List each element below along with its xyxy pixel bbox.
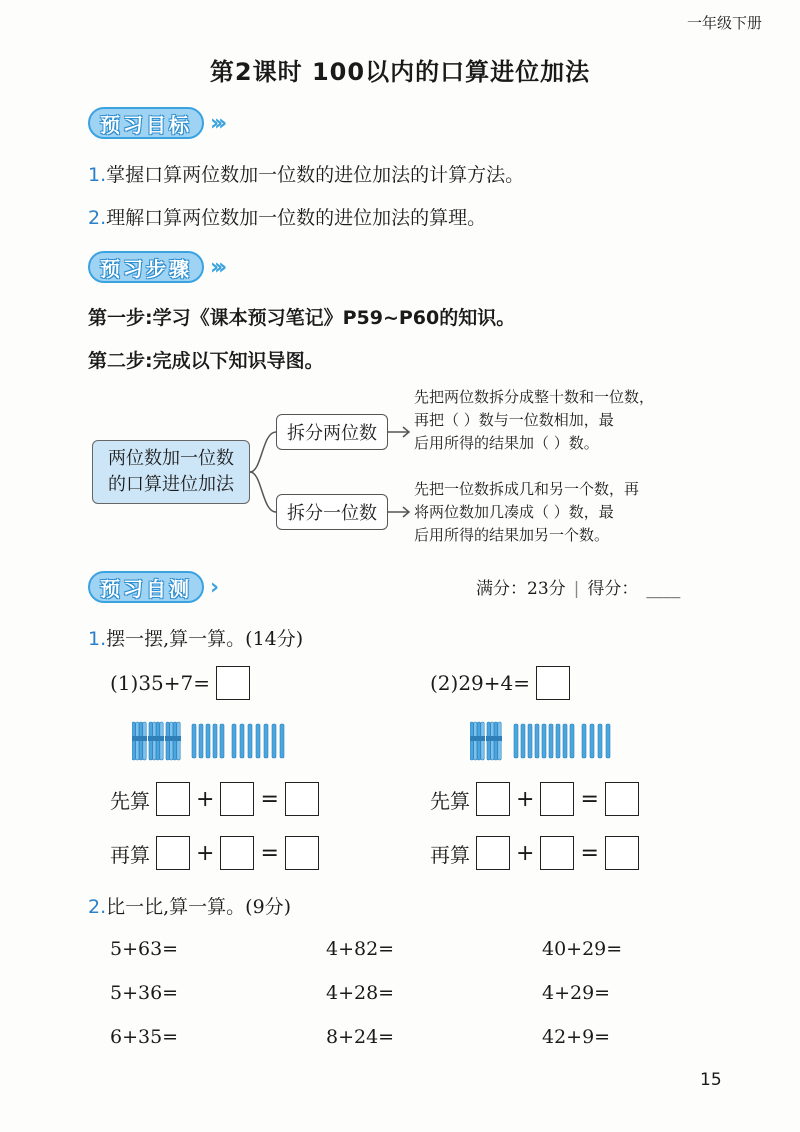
- answer-box[interactable]: [536, 666, 570, 700]
- calc-item: 6+35=: [110, 1026, 179, 1048]
- page-title: 第2课时 100以内的口算进位加法: [209, 58, 591, 86]
- q1-first-step-2: 先算 + =: [430, 782, 639, 816]
- answer-box[interactable]: [605, 836, 639, 870]
- single-stick: [272, 724, 276, 758]
- calc-item: 40+29=: [542, 938, 623, 960]
- single-stick: [192, 724, 196, 758]
- mindmap-branch-2: 拆分一位数: [276, 494, 388, 530]
- goal-item-1: 1.掌握口算两位数加一位数的进位加法的计算方法。: [88, 164, 525, 186]
- answer-box[interactable]: [285, 782, 319, 816]
- q1-then-step-1: 再算 + =: [110, 836, 319, 870]
- single-stick: [256, 724, 260, 758]
- question-2: 2.比一比,算一算。(9分): [88, 896, 292, 918]
- section-steps: [88, 251, 222, 283]
- single-stick: [514, 724, 518, 758]
- answer-box[interactable]: [156, 782, 190, 816]
- mindmap-desc-2: 先把一位数拆成几和另一个数，再 将两位数加几凑成（ ）数，最 后用所得的结果加另一个数。: [414, 480, 640, 544]
- answer-box[interactable]: [540, 836, 574, 870]
- answer-box[interactable]: [285, 836, 319, 870]
- answer-box[interactable]: [216, 666, 250, 700]
- q1-then-step-2: 再算 + =: [430, 836, 639, 870]
- single-stick: [570, 724, 574, 758]
- question-1: 1.摆一摆,算一算。(14分): [88, 628, 304, 650]
- stick-bundle: [470, 722, 485, 760]
- single-stick: [280, 724, 284, 758]
- mindmap-branch-1: 拆分两位数: [276, 414, 388, 450]
- chevron-right-icon: ›››: [210, 254, 223, 280]
- calc-item: 4+28=: [326, 982, 395, 1004]
- single-stick: [528, 724, 532, 758]
- single-stick: [213, 724, 217, 758]
- answer-box[interactable]: [220, 782, 254, 816]
- step-2: 第二步:完成以下知识导图。: [88, 350, 324, 372]
- answer-box[interactable]: [540, 782, 574, 816]
- goal-item-2: 2.理解口算两位数加一位数的进位加法的算理。: [88, 207, 487, 229]
- section-goals: [88, 107, 222, 139]
- answer-box[interactable]: [476, 836, 510, 870]
- stick-bundle: [165, 722, 181, 760]
- chevron-right-icon: ›: [210, 574, 215, 600]
- grade-label: 一年级下册: [686, 14, 762, 32]
- single-stick: [542, 724, 546, 758]
- single-stick: [199, 724, 203, 758]
- single-stick: [264, 724, 268, 758]
- mindmap-desc-1: 先把两位数拆分成整十数和一位数， 再把（ ）数与一位数相加，最 后用所得的结果加（ ）数。: [414, 388, 655, 452]
- single-stick: [582, 724, 586, 758]
- single-stick: [606, 724, 610, 758]
- section-badge: 预习自测: [88, 571, 204, 603]
- single-stick: [556, 724, 560, 758]
- section-badge: 预习步骤: [88, 251, 204, 283]
- q1-problem-1: (1)35+7=: [110, 666, 250, 700]
- single-stick: [232, 724, 236, 758]
- stick-bundle: [148, 722, 164, 760]
- q1-problem-2: (2)29+4=: [430, 666, 570, 700]
- calc-item: 42+9=: [542, 1026, 611, 1048]
- counting-sticks-1: [132, 718, 302, 764]
- counting-sticks-2: [470, 718, 640, 764]
- single-stick: [590, 724, 594, 758]
- q1-first-step-1: 先算 + =: [110, 782, 319, 816]
- page-number: 15: [700, 1070, 722, 1090]
- calc-item: 4+29=: [542, 982, 611, 1004]
- single-stick: [598, 724, 602, 758]
- single-stick: [248, 724, 252, 758]
- section-badge: 预习目标: [88, 107, 204, 139]
- stick-bundle: [486, 722, 502, 760]
- calc-item: 5+36=: [110, 982, 179, 1004]
- answer-box[interactable]: [476, 782, 510, 816]
- score-bar: 满分：23分 | 得分： ____: [476, 579, 681, 599]
- single-stick: [535, 724, 539, 758]
- single-stick: [220, 724, 224, 758]
- calc-item: 5+63=: [110, 938, 179, 960]
- answer-box[interactable]: [156, 836, 190, 870]
- section-test: [88, 571, 214, 603]
- answer-box[interactable]: [605, 782, 639, 816]
- single-stick: [549, 724, 553, 758]
- single-stick: [563, 724, 567, 758]
- single-stick: [206, 724, 210, 758]
- stick-bundle: [132, 722, 147, 760]
- calc-item: 8+24=: [326, 1026, 395, 1048]
- single-stick: [521, 724, 525, 758]
- single-stick: [240, 724, 244, 758]
- mindmap-root: 两位数加一位数 的口算进位加法: [92, 440, 250, 504]
- chevron-right-icon: ›››: [210, 110, 223, 136]
- step-1: 第一步:学习《课本预习笔记》P59~P60的知识。: [88, 307, 516, 329]
- calc-item: 4+82=: [326, 938, 395, 960]
- answer-box[interactable]: [220, 836, 254, 870]
